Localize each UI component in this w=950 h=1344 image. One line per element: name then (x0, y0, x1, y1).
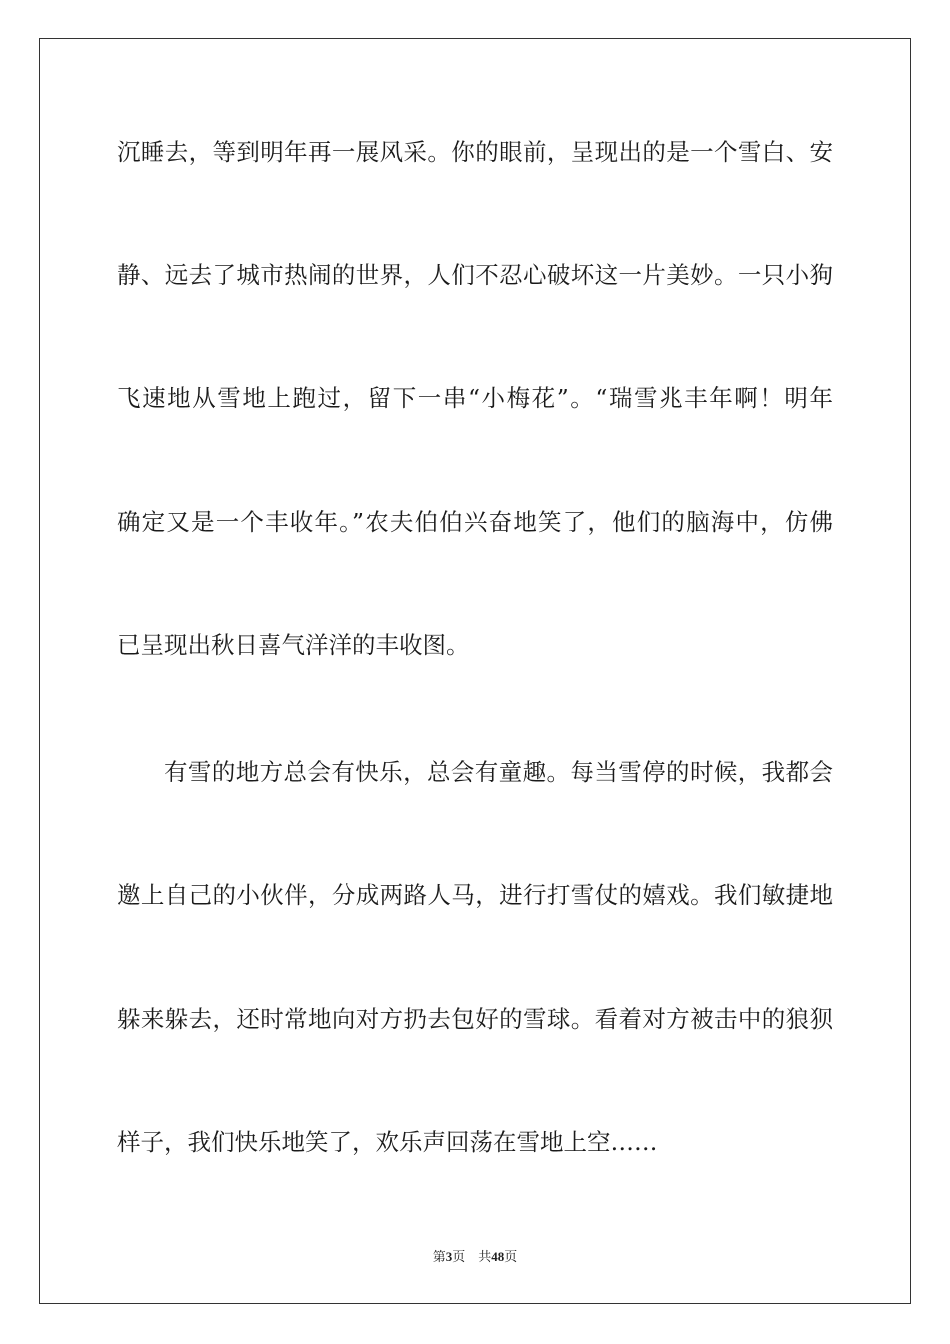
footer-prefix: 第 (432, 1249, 446, 1264)
footer-current-page: 3 (445, 1249, 453, 1264)
body-line-6: 有雪的地方总会有快乐，总会有童趣。每当雪停的时候，我都会 (164, 758, 833, 786)
body-line-7: 邀上自己的小伙伴，分成两路人马，进行打雪仗的嬉戏。我们敏捷地 (117, 881, 833, 909)
page-border (39, 38, 911, 1304)
footer-total-pages: 48 (491, 1249, 505, 1264)
body-line-3: 飞速地从雪地上跑过，留下一串“小梅花”。“瑞雪兆丰年啊！明年 (117, 384, 833, 412)
body-line-8: 躲来躲去，还时常地向对方扔去包好的雪球。看着对方被击中的狼狈 (117, 1005, 833, 1033)
footer-page-word: 页 (452, 1249, 466, 1264)
footer-total-prefix: 共 (478, 1249, 492, 1264)
body-line-5: 已呈现出秋日喜气洋洋的丰收图。 (117, 631, 470, 659)
body-line-2: 静、远去了城市热闹的世界，人们不忍心破坏这一片美妙。一只小狗 (117, 261, 833, 289)
body-line-4: 确定又是一个丰收年。”农夫伯伯兴奋地笑了，他们的脑海中，仿佛 (117, 508, 833, 536)
body-line-9: 样子，我们快乐地笑了，欢乐声回荡在雪地上空…… (117, 1128, 658, 1156)
page-footer (0, 1249, 950, 1265)
footer-total-suffix: 页 (504, 1249, 518, 1264)
body-line-1: 沉睡去，等到明年再一展风采。你的眼前，呈现出的是一个雪白、安 (117, 138, 833, 166)
